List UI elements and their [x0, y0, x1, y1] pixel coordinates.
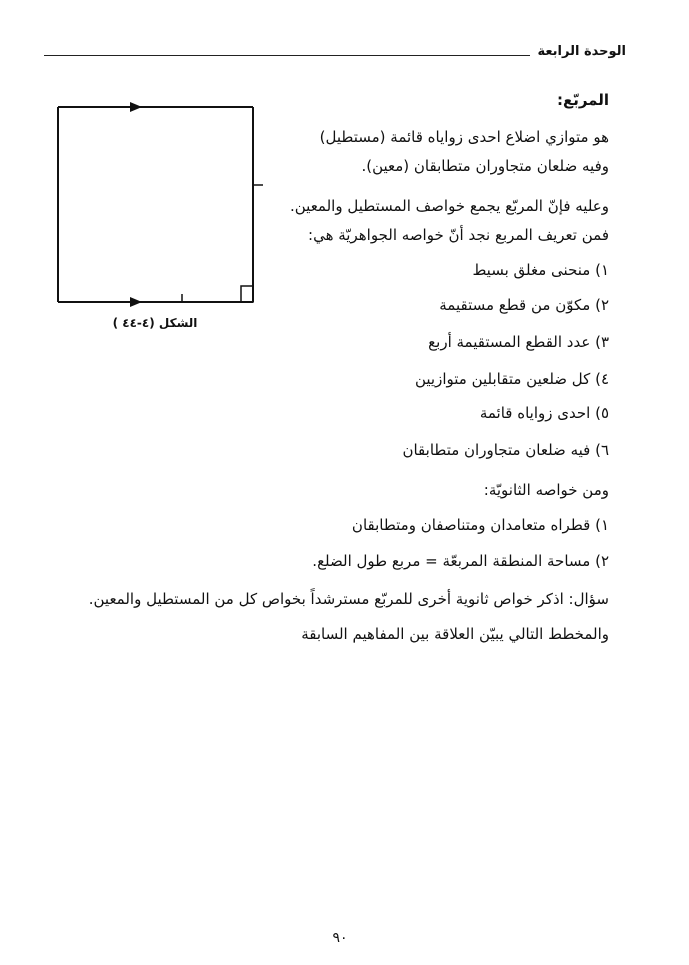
right-angle-marker [241, 286, 253, 302]
arrow-top [130, 102, 142, 112]
question-text: سؤال: اذكر خواص ثانوية أخرى للمربّع مسترشداً بخواص كل من المستطيل والمعين. [88, 590, 609, 608]
square-figure [50, 95, 265, 315]
conclusion-line-1: وعليه فإنّ المربّع يجمع خواصف المستطيل والمعين. [289, 197, 609, 215]
figure-caption: الشكل (٤-٤٤ ) [112, 316, 198, 330]
secondary-item: ٢) مساحة المنطقة المربعّة = مربع طول الضلع. [312, 552, 609, 570]
closing-text: والمخطط التالي يبيّن العلاقة بين المفاهيم السابقة [301, 625, 609, 643]
definition-line-1: هو متوازي اضلاع احدى زواياه قائمة (مستطيل) [319, 128, 609, 146]
section-title: المربّع: [556, 91, 609, 109]
arrow-bottom [130, 297, 142, 307]
property-item: ٣) عدد القطع المستقيمة أربع [428, 333, 609, 351]
conclusion-line-2: فمن تعريف المربع نجد أنّ خواصه الجواهريّة هي: [308, 226, 609, 244]
page-number: ٩٠ [332, 930, 348, 946]
secondary-title: ومن خواصه الثانويّة: [483, 481, 609, 499]
definition-line-2: وفيه ضلعان متجاوران متطابقان (معين). [361, 157, 609, 175]
property-item: ١) منحنى مغلق بسيط [472, 261, 609, 279]
page-header [44, 42, 626, 66]
property-item: ٦) فيه ضلعان متجاوران متطابقان [402, 441, 609, 459]
header-rule [44, 55, 530, 56]
unit-title: الوحدة الرابعة [537, 44, 626, 59]
property-item: ٢) مكوّن من قطع مستقيمة [439, 296, 609, 314]
property-item: ٤) كل ضلعين متقابلين متوازيين [414, 370, 609, 388]
secondary-item: ١) قطراه متعامدان ومتناصفان ومتطابقان [351, 516, 609, 534]
property-item: ٥) احدى زواياه قائمة [479, 404, 609, 422]
